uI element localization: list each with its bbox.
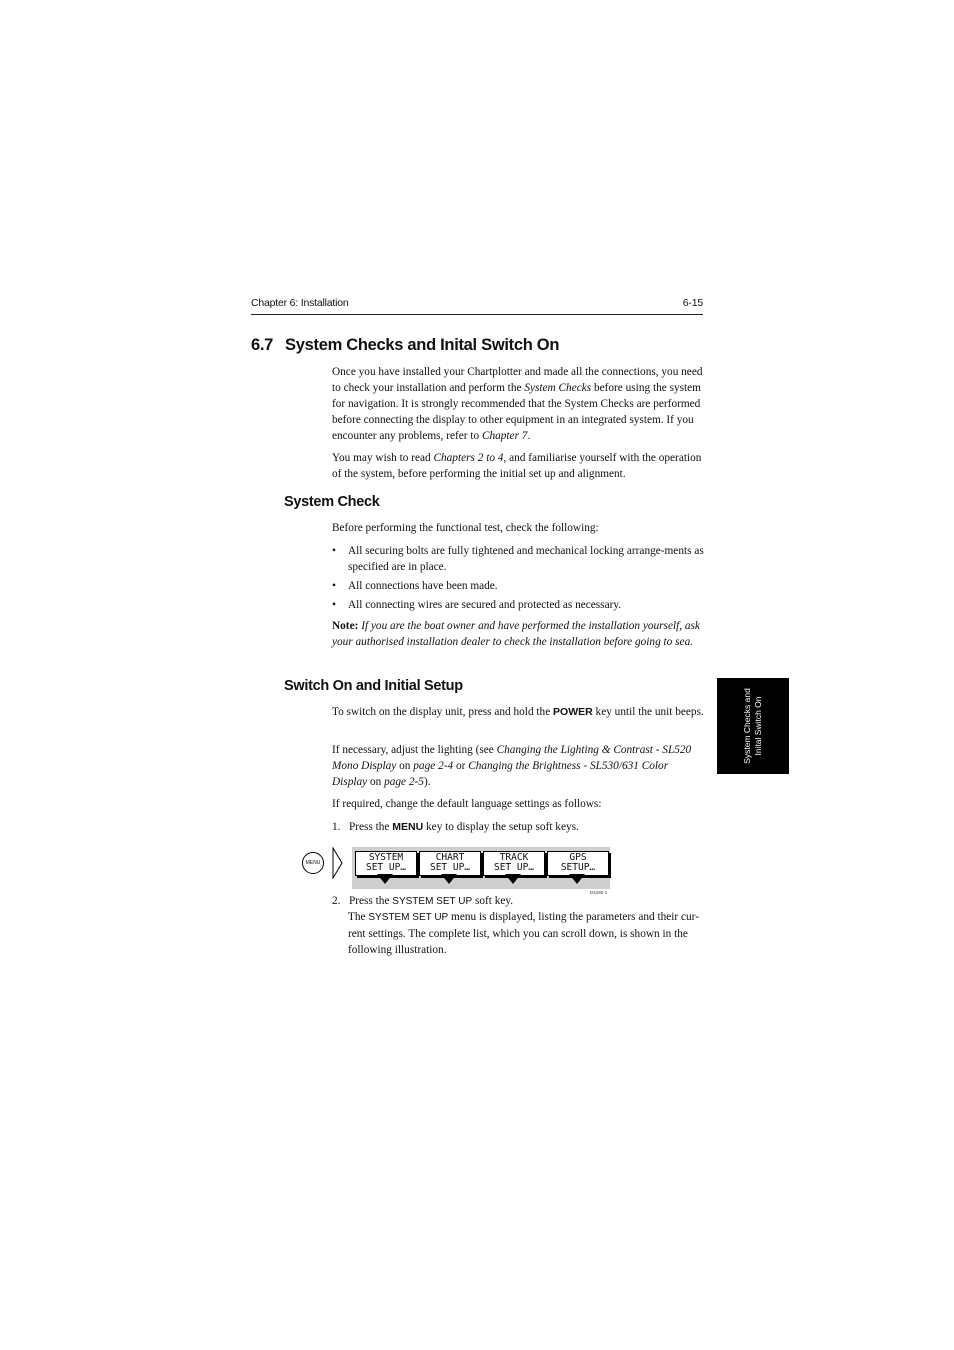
bullet-item	[332, 597, 704, 613]
step-number: 1.	[332, 821, 341, 833]
chapters-reference: Chapters 2 to 4	[433, 452, 504, 464]
figure-id: D4182-1	[590, 890, 608, 895]
running-header-chapter: Chapter 6: Installation	[251, 297, 349, 309]
page-reference: page 2-4	[413, 760, 454, 772]
note-text: If you are the boat owner and have performed the installation yourself, ask your authorised installation dealer to check the installation before going to sea.	[332, 620, 700, 648]
note-label: Note:	[332, 620, 359, 632]
bullet-text: All connections have been made.	[348, 580, 498, 592]
text-span: The	[348, 911, 369, 923]
bullet-item	[332, 578, 704, 594]
header-rule	[251, 314, 703, 315]
soft-key-pointer	[505, 874, 521, 884]
section-title-text: System Checks and Inital Switch On	[285, 336, 560, 354]
soft-key-pointer	[569, 874, 585, 884]
soft-key-pointer	[441, 874, 457, 884]
menu-key-label: MENU	[392, 821, 424, 833]
section-title	[251, 336, 559, 355]
system-check-intro: Before performing the functional test, check the following:	[332, 522, 599, 534]
text-span: before using the system for navigation. It is strongly recommended that the System Checks are performed before connecting the display to other equipment in an integrated system. If you encounter any problems, refer to	[332, 382, 701, 442]
text-span: If necessary, adjust the lighting (see	[332, 744, 497, 756]
text-span: You may wish to read	[332, 452, 434, 464]
bullet-text: All connecting wires are secured and protected as necessary.	[348, 599, 622, 611]
soft-key-gps-setup[interactable]	[547, 851, 609, 876]
chapter-reference: Chapter 7	[481, 430, 528, 442]
step-number: 2.	[332, 895, 341, 907]
text-span: soft key.	[472, 895, 514, 907]
menu-key-icon	[302, 852, 324, 874]
soft-key-system-setup[interactable]	[355, 851, 417, 876]
text-span: key until the unit beeps.	[592, 706, 704, 718]
bullet-icon: •	[332, 580, 336, 592]
page-reference: page 2-5	[384, 776, 424, 788]
soft-key-label: SET UP…	[365, 862, 407, 873]
text-span: ).	[423, 776, 431, 788]
text-span: , and familiarise yourself with the operation of the system, before performing the initial set up and alignment.	[332, 452, 702, 480]
text-span: .	[527, 430, 531, 442]
intro-paragraph-1	[332, 364, 704, 444]
chapter-side-tab	[717, 678, 789, 774]
system-check-heading: System Check	[284, 494, 380, 510]
soft-key-chart-setup[interactable]	[419, 851, 481, 876]
bullet-icon: •	[332, 599, 336, 611]
step-2-description	[348, 909, 704, 958]
text-span: key to display the setup soft keys.	[423, 821, 579, 833]
page-number: 6-15	[682, 297, 703, 309]
switch-on-heading: Switch On and Initial Setup	[284, 678, 463, 694]
lighting-reference: Changing the Lighting & Contrast - SL520 Mono Display	[332, 744, 692, 772]
side-tab-line: Inital Switch On	[753, 696, 763, 756]
bullet-icon: •	[332, 545, 336, 557]
bullet-item	[332, 543, 704, 575]
soft-key-label: SYSTEM	[368, 852, 404, 863]
menu-key-icon-label: MENU	[305, 860, 321, 866]
text-span: on	[396, 760, 414, 772]
soft-key-pointer	[377, 874, 393, 884]
intro-paragraph-2	[332, 450, 704, 482]
soft-key-label: SET UP…	[429, 862, 471, 873]
switch-on-paragraph-2	[332, 742, 704, 790]
text-span: or	[453, 760, 469, 772]
switch-on-paragraph-3: If required, change the default language settings as follows:	[332, 798, 602, 810]
step-2	[332, 893, 704, 910]
arrow-right-icon	[332, 847, 344, 879]
side-tab-label	[742, 688, 764, 764]
text-span-italic: System Checks	[524, 382, 592, 394]
text-span: To switch on the display unit, press and hold the	[332, 706, 554, 718]
text-span: Once you have installed your Chartplotter and made all the connections, you need to check your installation and perform the	[332, 366, 703, 394]
text-span: menu is displayed, listing the parameters and their cur-rent settings. The complete list, which you can scroll down, is shown in the following illustration.	[348, 911, 699, 956]
section-number: 6.7	[251, 336, 274, 354]
text-span: Press the	[348, 895, 393, 907]
soft-key-track-setup[interactable]	[483, 851, 545, 876]
soft-key-label: GPS	[569, 852, 587, 863]
bullet-text: All securing bolts are fully tightened and mechanical locking arrange-ments as specified are in place.	[348, 545, 704, 573]
power-key-label: POWER	[553, 706, 593, 718]
soft-key-bar	[352, 847, 610, 889]
soft-key-label: SETUP…	[560, 862, 596, 873]
switch-on-paragraph-1	[332, 704, 704, 720]
system-setup-menu-label: SYSTEM SET UP	[368, 912, 449, 923]
brightness-reference: Changing the Brightness - SL530/631 Color Display	[332, 760, 669, 788]
step-1	[332, 819, 704, 835]
soft-key-label: CHART	[435, 852, 465, 863]
note	[332, 618, 704, 650]
text-span: on	[367, 776, 385, 788]
soft-key-label: SET UP…	[493, 862, 535, 873]
system-setup-key-label: SYSTEM SET UP	[392, 896, 473, 907]
text-span: Press the	[348, 821, 393, 833]
side-tab-line: System Checks and	[742, 688, 752, 764]
soft-key-label: TRACK	[499, 852, 529, 863]
